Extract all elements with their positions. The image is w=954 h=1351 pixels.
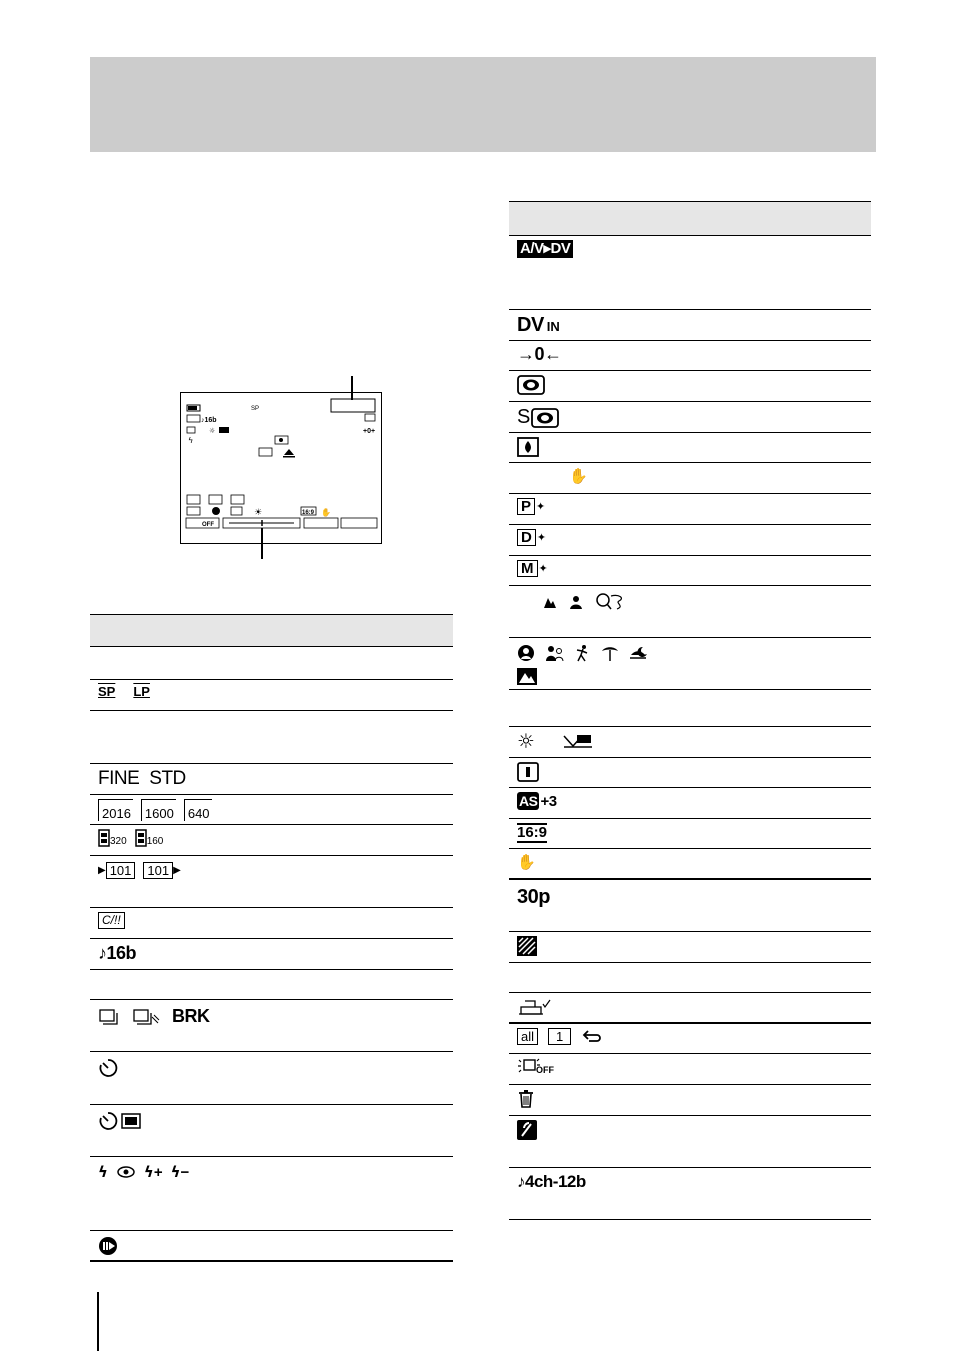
table-row <box>90 680 453 711</box>
table-row <box>509 1024 871 1054</box>
svg-text:16:9: 16:9 <box>302 510 315 516</box>
table-row <box>509 993 871 1024</box>
spot-meter-icon <box>517 762 539 782</box>
super-nightshot-icon <box>531 408 559 428</box>
left-indicator-table <box>90 614 453 1262</box>
interval-frame-icon <box>121 1113 141 1129</box>
table-row <box>509 690 871 727</box>
table-row <box>90 647 453 680</box>
wide-mode-icon: 16:9 <box>517 824 548 841</box>
image-size-1600-icon: 1600 <box>141 799 176 821</box>
twilight-portrait-icon <box>517 644 535 662</box>
table-row <box>509 1085 871 1116</box>
table-row <box>90 908 453 939</box>
table-row <box>90 856 453 908</box>
audio-16b-icon: ♪16b <box>98 943 137 963</box>
zebra-icon <box>517 936 537 956</box>
record-indicator-icon <box>98 1236 120 1256</box>
sports-scene-icon <box>575 644 591 662</box>
movie-size-160-icon: 160 <box>135 829 164 847</box>
table-row <box>509 341 871 371</box>
digital-effect-icon: D <box>517 529 536 546</box>
burst-icon <box>98 1008 120 1026</box>
color-slow-shutter-icon <box>517 437 539 457</box>
fine-quality-label: FINE <box>98 768 140 789</box>
infinity-focus-icon <box>543 595 557 609</box>
table-row <box>90 1052 453 1105</box>
slide-all-icon: all <box>517 1028 538 1045</box>
steady-shot-off-icon: ✋ <box>517 853 536 871</box>
table-row <box>509 963 871 993</box>
table-row <box>90 970 453 1000</box>
svg-text:✋: ✋ <box>321 508 331 517</box>
self-timer-icon <box>98 1058 118 1078</box>
image-size-2016-icon: 2016 <box>98 799 133 821</box>
table-row <box>90 1231 453 1262</box>
table-row <box>509 525 871 556</box>
exposure-shift-icon: →0← <box>517 344 562 364</box>
svg-text:SP: SP <box>251 406 260 412</box>
header-band <box>90 57 876 152</box>
table-row <box>90 1105 453 1157</box>
table-row <box>90 764 453 795</box>
lcd-screen-diagram <box>180 392 382 544</box>
movie-size-320-icon: 320 <box>98 829 127 847</box>
display-off-label: OFF <box>536 1065 554 1075</box>
outdoor-wb-icon: ☼ <box>517 729 535 753</box>
svg-text:☼: ☼ <box>209 427 216 435</box>
table-row <box>90 1000 453 1052</box>
landscape-scene-icon <box>517 668 537 685</box>
table-row <box>509 1168 871 1220</box>
spot-focus-icon <box>595 592 629 612</box>
dv-in-suffix: IN <box>546 319 560 334</box>
right-table-header <box>509 201 871 236</box>
flash-plus-icon: ϟ+ <box>143 1163 163 1181</box>
sparkle-icon: ✦ <box>536 532 547 544</box>
table-row <box>509 880 871 932</box>
callout-line-top <box>351 376 353 400</box>
right-indicator-table <box>509 201 871 1220</box>
exposure-burst-icon <box>132 1008 160 1026</box>
one-push-wb-icon <box>563 733 593 749</box>
table-row <box>509 638 871 690</box>
av-to-dv-icon: A/V▸DV <box>517 240 573 258</box>
table-row <box>90 711 453 764</box>
picture-effect-icon: P <box>517 498 535 515</box>
table-row <box>509 1054 871 1085</box>
table-row <box>509 402 871 433</box>
memory-card-icon: C/!! <box>98 912 125 929</box>
table-row <box>509 586 871 638</box>
portrait-scene-icon <box>545 645 565 661</box>
sunset-scene-icon <box>629 645 649 661</box>
table-row <box>509 463 871 494</box>
nightshot-icon <box>517 375 545 395</box>
sparkle-icon: ✦ <box>538 563 548 575</box>
svg-text:☀: ☀ <box>254 508 263 518</box>
screen-indicators <box>181 393 380 542</box>
repeat-icon <box>581 1030 603 1044</box>
table-row <box>509 788 871 819</box>
table-row <box>509 819 871 849</box>
table-row <box>509 1116 871 1168</box>
folder-next-icon: 101 ▶ <box>143 862 180 879</box>
table-row <box>509 556 871 586</box>
std-quality-label: STD <box>149 768 186 789</box>
print-mark-icon <box>517 997 551 1017</box>
beach-scene-icon <box>601 644 619 662</box>
svg-text:ϟ: ϟ <box>188 436 194 445</box>
left-table-header <box>90 614 453 647</box>
red-eye-icon <box>116 1166 136 1178</box>
steady-shot-icon: ✋ <box>569 467 588 485</box>
image-size-640-icon: 640 <box>184 799 212 821</box>
bracket-icon: BRK <box>172 1006 210 1026</box>
table-row <box>509 932 871 963</box>
flash-icon: ϟ <box>98 1163 108 1181</box>
table-row <box>509 494 871 525</box>
protect-icon <box>517 1120 537 1140</box>
table-row <box>90 825 453 856</box>
memory-mix-icon: M <box>517 560 538 577</box>
table-row <box>90 795 453 825</box>
svg-text:OFF: OFF <box>202 522 214 528</box>
super-nightshot-s: S <box>517 406 530 428</box>
flash-minus-icon: ϟ− <box>170 1163 190 1181</box>
trash-icon <box>517 1089 535 1109</box>
lp-mode-icon: LP <box>133 684 150 699</box>
sp-mode-icon: SP <box>98 684 116 699</box>
table-row <box>509 236 871 310</box>
auto-shutter-icon: AS <box>519 793 538 809</box>
table-row <box>509 310 871 341</box>
table-row <box>509 727 871 758</box>
30p-mode-icon: 30p <box>517 886 550 908</box>
interval-timer-icon <box>98 1111 118 1131</box>
page-margin-bar <box>97 1292 99 1351</box>
sparkle-icon: ✦ <box>536 501 546 513</box>
table-row <box>90 1157 453 1231</box>
svg-text:+0+: +0+ <box>363 428 376 435</box>
dv-in-icon: DV <box>517 314 544 336</box>
callout-line-bottom <box>261 528 263 559</box>
table-row <box>509 849 871 880</box>
table-row <box>509 433 871 463</box>
portrait-focus-icon <box>569 595 583 609</box>
exposure-value: +3 <box>540 792 557 810</box>
slide-single-icon: 1 <box>548 1028 571 1045</box>
folder-prev-icon: ▶ 101 <box>98 862 135 879</box>
audio-4ch-icon: ♪4ch-12b <box>517 1172 586 1191</box>
table-row <box>509 758 871 788</box>
table-row <box>90 939 453 970</box>
svg-text:♪16b: ♪16b <box>201 417 217 424</box>
table-row <box>509 371 871 402</box>
